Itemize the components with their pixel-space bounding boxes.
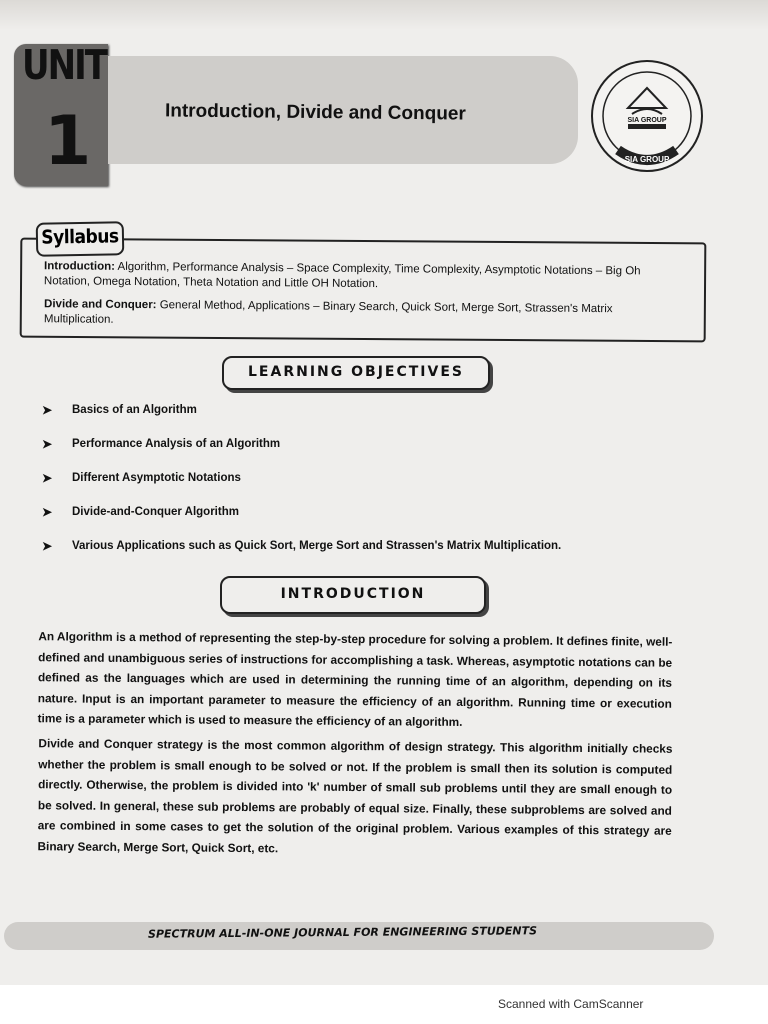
sia-group-logo-icon xyxy=(588,58,706,174)
syllabus-label: Syllabus xyxy=(41,225,119,249)
syllabus-intro-heading: Introduction: xyxy=(44,260,116,273)
arrow-bullet-icon: ➤ xyxy=(42,437,53,451)
introduction-heading: INTRODUCTION xyxy=(280,586,426,602)
introduction-paragraph-2: Divide and Conquer strategy is the most common algorithm of design strategy. This algorithm initially checks whether the problem is small enough to be solved or not. If the problem is small then its solution is computed directly. Otherwise, the problem is divided into 'k' number of small sub problems until they are small enough to be solved. In general, these sub problems are probably of equal size. Finally, these subproblems are solved and are combined in some cases to get the solution of the original problem. Various examples of this strategy are Binary Search, Merge Sort, Quick Sort, etc. xyxy=(37,736,673,855)
objective-item xyxy=(42,539,561,553)
objective-item xyxy=(42,403,197,417)
introduction-heading-box xyxy=(220,576,486,614)
syllabus-intro-text: Algorithm, Performance Analysis – Space Complexity, Time Complexity, Asymptotic Notations – Big Oh Notation, Omega Notation, Theta Notation and Little OH Notation. xyxy=(43,260,641,291)
objective-item xyxy=(42,471,241,485)
arrow-bullet-icon: ➤ xyxy=(42,505,53,519)
chapter-title: Introduction, Divide and Conquer xyxy=(164,100,466,125)
logo-ring-text: SIA GROUP xyxy=(624,155,670,164)
learning-objectives-heading-box xyxy=(222,356,490,390)
scanner-footer xyxy=(0,985,768,1024)
syllabus-divide-conquer xyxy=(44,297,684,333)
syllabus-tag xyxy=(36,221,125,257)
objective-item xyxy=(42,505,239,519)
syllabus-dc-heading: Divide and Conquer: xyxy=(44,298,157,312)
unit-word: UNIT xyxy=(22,42,106,90)
arrow-bullet-icon: ➤ xyxy=(42,403,53,417)
arrow-bullet-icon: ➤ xyxy=(42,471,53,485)
introduction-paragraph-1: An Algorithm is a method of representing the step-by-step procedure for solving a problem. It defines finite, well-defined and unambiguous series of instructions for accomplishing a task. Whereas, asymptotic notations can be defined as the languages which are used in determining the running time of an algorithm, depending on its nature. Input is an important parameter to measure the efficiency of an algorithm. Running time or execution time is a parameter which is used to measure the efficiency of an algorithm. xyxy=(37,629,673,729)
logo-label: SIA GROUP xyxy=(627,117,667,124)
unit-number: 1 xyxy=(44,102,92,181)
objective-text: Different Asymptotic Notations xyxy=(72,472,241,484)
objective-item xyxy=(42,437,280,451)
syllabus-dc-text: General Method, Applications – Binary Search, Quick Sort, Merge Sort, Strassen's Matrix Multiplication. xyxy=(43,299,613,326)
objective-text: Various Applications such as Quick Sort, Merge Sort and Strassen's Matrix Multiplication. xyxy=(72,540,562,552)
arrow-bullet-icon: ➤ xyxy=(42,539,53,553)
objective-text: Performance Analysis of an Algorithm xyxy=(72,438,281,450)
learning-objectives-heading: LEARNING OBJECTIVES xyxy=(248,364,464,380)
objective-text: Basics of an Algorithm xyxy=(72,404,197,416)
objective-text: Divide-and-Conquer Algorithm xyxy=(72,506,239,518)
syllabus-introduction xyxy=(44,259,684,295)
journal-footer: SPECTRUM ALL-IN-ONE JOURNAL FOR ENGINEERING STUDENTS xyxy=(147,924,538,941)
scanner-watermark: Scanned with CamScanner xyxy=(498,997,644,1011)
page-header-strip xyxy=(0,0,768,30)
